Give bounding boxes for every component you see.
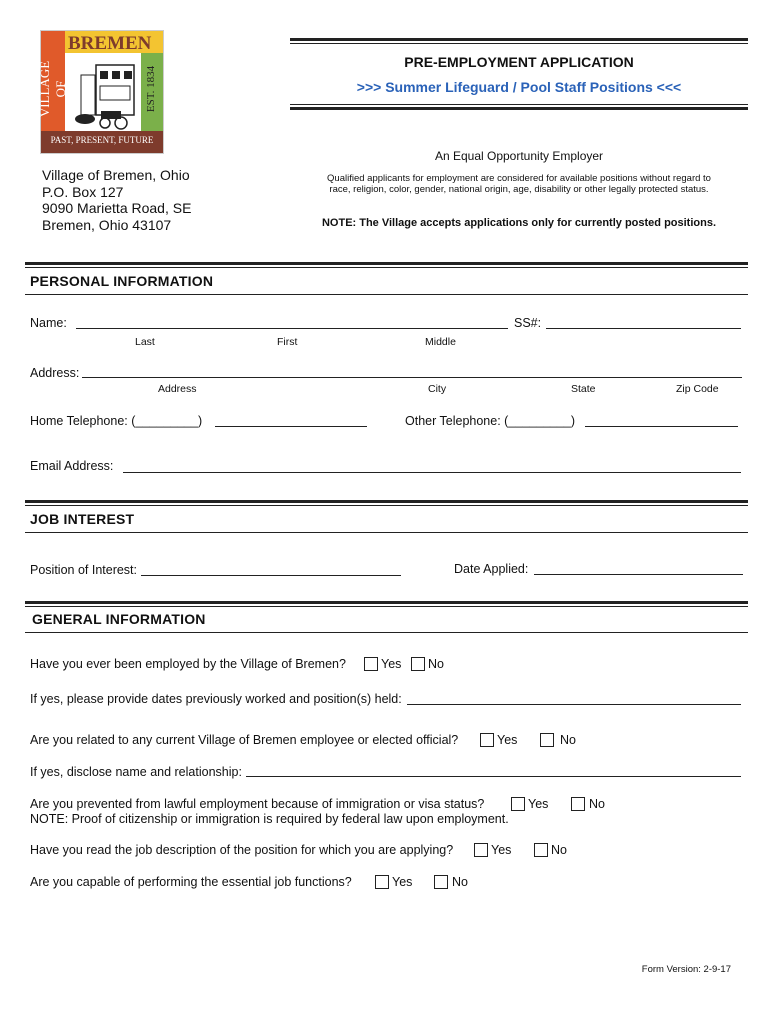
q3-yes-label: Yes [528,797,549,811]
address-label: Address: [30,366,80,380]
header-top-rule-2 [290,43,748,44]
personal-top-rule [25,262,748,265]
q1-no-checkbox[interactable] [411,657,425,671]
q1-employed-question: Have you ever been employed by the Village of Bremen? [30,657,346,671]
logo-bottom-text: PAST, PRESENT, FUTURE [50,135,154,145]
village-logo [37,30,164,154]
q4-yes-checkbox[interactable] [474,843,488,857]
address-caption: Address [158,383,197,395]
home-telephone-label: Home Telephone: (_________) [30,414,203,428]
form-version: Form Version: 2-9-17 [641,964,731,975]
name-field[interactable] [76,328,508,329]
q2-no-label: No [560,733,576,747]
address-line-1: Village of Bremen, Ohio [42,167,190,183]
q2-no-checkbox[interactable] [540,733,554,747]
middle-name-caption: Middle [425,336,456,348]
position-label: Position of Interest: [30,563,138,577]
q5-yes-label: Yes [392,875,413,889]
q3-yes-checkbox[interactable] [511,797,525,811]
form-subtitle: >>> Summer Lifeguard / Pool Staff Positions <<< [356,79,682,95]
q3-citizenship-note: NOTE: Proof of citizenship or immigration is required by federal law upon employment. [30,812,509,826]
q2-yes-checkbox[interactable] [480,733,494,747]
q4-job-description-question: Have you read the job description of the position for which you are applying? [30,843,454,857]
date-applied-label: Date Applied: [454,562,529,576]
q2-yes-label: Yes [497,733,518,747]
position-field[interactable] [141,575,401,576]
home-telephone-field[interactable] [215,426,367,427]
address-line-4: Bremen, Ohio 43107 [42,216,172,233]
general-section-title: GENERAL INFORMATION [32,611,206,627]
logo-right-text: EST. 1834 [145,65,157,113]
q5-no-checkbox[interactable] [434,875,448,889]
general-top-rule [25,601,748,604]
qualified-text-2: race, religion, color, gender, national origin, age, disability or other legally protected status. [329,184,709,195]
job-top-rule-2 [25,505,748,506]
first-name-caption: First [277,336,298,348]
address-line-2: P.O. Box 127 [42,183,124,200]
q5-no-label: No [452,875,468,889]
job-top-rule [25,500,748,503]
q5-yes-checkbox[interactable] [375,875,389,889]
q3-no-label: No [589,797,605,811]
q1-yes-checkbox[interactable] [364,657,378,671]
personal-title-rule [25,294,748,295]
job-section-title: JOB INTEREST [30,511,135,527]
posted-positions-note: NOTE: The Village accepts applications only for currently posted positions. [321,217,717,229]
other-telephone-label: Other Telephone: (_________) [405,414,576,428]
email-label: Email Address: [30,459,114,473]
state-caption: State [571,383,596,395]
q3-no-checkbox[interactable] [571,797,585,811]
name-label: Name: [30,316,67,330]
q3-immigration-question: Are you prevented from lawful employment because of immigration or visa status? [30,797,485,811]
header-mid-rule-2 [290,107,748,110]
q4-no-checkbox[interactable] [534,843,548,857]
q4-no-label: No [551,843,567,857]
header-top-rule [290,38,748,41]
q2-followup-label: If yes, disclose name and relationship: [30,765,242,779]
general-title-rule [25,632,748,633]
address-field[interactable] [82,377,742,378]
ss-label: SS#: [514,316,542,330]
general-top-rule-2 [25,606,748,607]
q5-essential-functions-question: Are you capable of performing the essential job functions? [30,875,352,889]
form-title: PRE-EMPLOYMENT APPLICATION [404,54,634,70]
zip-caption: Zip Code [676,383,719,395]
job-title-rule [25,532,748,533]
logo-left-text: VILLAGE OF [37,60,68,118]
email-field[interactable] [123,472,741,473]
q1-yes-label: Yes [381,657,402,671]
personal-section-title: PERSONAL INFORMATION [30,273,214,289]
header-mid-rule [290,104,748,105]
q1-followup-field[interactable] [407,704,741,705]
q2-related-question: Are you related to any current Village of Bremen employee or elected official? [30,733,459,747]
equal-opportunity-text: An Equal Opportunity Employer [434,149,604,163]
personal-top-rule-2 [25,267,748,268]
logo-top-text: BREMEN [68,33,152,54]
other-telephone-field[interactable] [585,426,738,427]
ss-field[interactable] [546,328,741,329]
address-line-3: 9090 Marietta Road, SE [42,200,192,216]
qualified-text-1: Qualified applicants for employment are considered for available positions without regard to [327,173,711,184]
village-address [42,167,191,233]
q1-followup-label: If yes, please provide dates previously worked and position(s) held: [30,692,402,706]
city-caption: City [428,383,447,395]
q2-followup-field[interactable] [246,776,741,777]
date-applied-field[interactable] [534,574,743,575]
q1-no-label: No [428,657,444,671]
q4-yes-label: Yes [491,843,512,857]
last-name-caption: Last [135,336,155,348]
